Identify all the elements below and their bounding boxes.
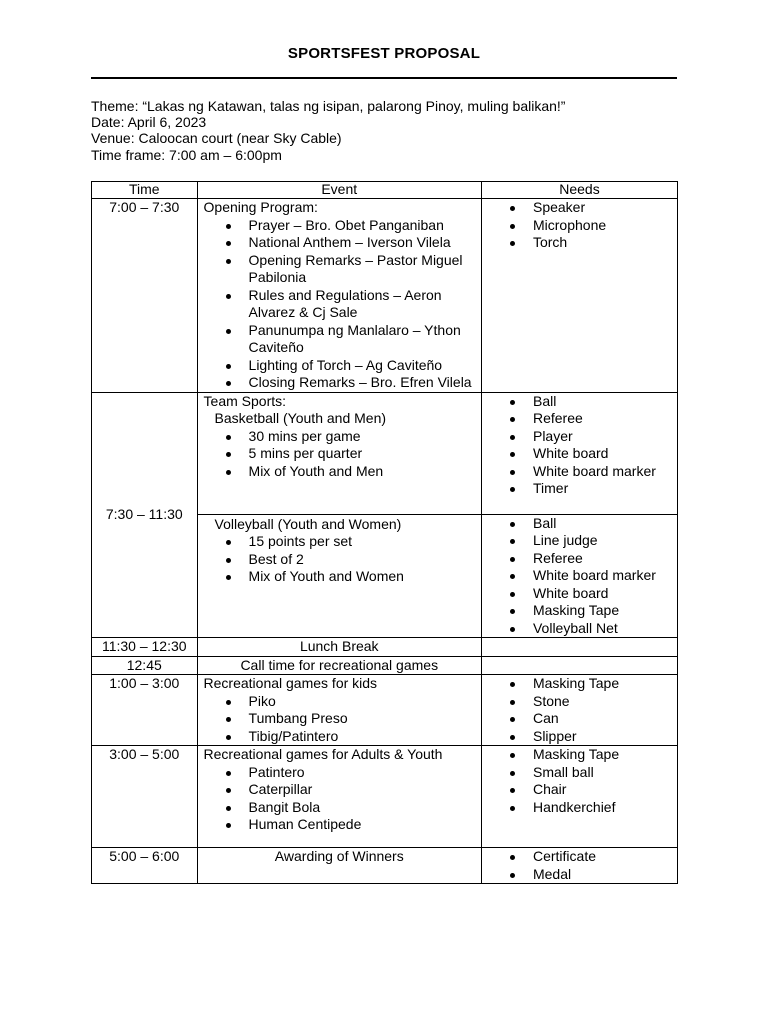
list-item: National Anthem – Iverson Vilela bbox=[198, 234, 481, 252]
event-heading: Recreational games for Adults & Youth bbox=[203, 746, 443, 762]
event-cell: Lunch Break bbox=[197, 638, 481, 657]
list-item: Piko bbox=[198, 693, 481, 711]
needs-cell bbox=[481, 514, 677, 638]
date-line: Date: April 6, 2023 bbox=[91, 114, 207, 131]
needs-list bbox=[482, 515, 677, 638]
event-cell bbox=[197, 199, 481, 393]
event-heading: Opening Program: bbox=[203, 199, 318, 215]
table-row bbox=[92, 638, 678, 657]
needs-cell bbox=[481, 848, 677, 884]
list-item: Certificate bbox=[482, 848, 677, 866]
event-cell bbox=[197, 675, 481, 746]
list-item: Opening Remarks – Pastor Miguel Pabilonia bbox=[198, 252, 481, 287]
event-cell bbox=[197, 746, 481, 848]
needs-list bbox=[482, 393, 677, 498]
event-list bbox=[198, 428, 481, 481]
venue-line: Venue: Caloocan court (near Sky Cable) bbox=[91, 130, 342, 147]
list-item: Lighting of Torch – Ag Caviteño bbox=[198, 357, 481, 375]
event-list bbox=[198, 217, 481, 392]
event-cell: Awarding of Winners bbox=[197, 848, 481, 884]
list-item: Patintero bbox=[198, 764, 481, 782]
needs-cell bbox=[481, 392, 677, 514]
event-cell: Call time for recreational games bbox=[197, 656, 481, 675]
list-item: Slipper bbox=[482, 728, 677, 746]
list-item: Microphone bbox=[482, 217, 677, 235]
event-subheading: Volleyball (Youth and Women) bbox=[214, 515, 402, 532]
time-cell: 12:45 bbox=[92, 656, 198, 675]
table-row bbox=[92, 746, 678, 848]
list-item: Mix of Youth and Women bbox=[198, 568, 481, 586]
needs-cell bbox=[481, 675, 677, 746]
list-item: Speaker bbox=[482, 199, 677, 217]
time-cell: 3:00 – 5:00 bbox=[92, 746, 198, 848]
event-cell bbox=[197, 514, 481, 638]
list-item: White board bbox=[482, 445, 677, 463]
list-item: Tumbang Preso bbox=[198, 710, 481, 728]
list-item: Best of 2 bbox=[198, 551, 481, 569]
needs-cell bbox=[481, 656, 677, 675]
needs-list bbox=[482, 675, 677, 745]
header-needs: Needs bbox=[481, 182, 677, 199]
needs-cell bbox=[481, 199, 677, 393]
timeframe-line: Time frame: 7:00 am – 6:00pm bbox=[91, 146, 282, 163]
time-cell: 5:00 – 6:00 bbox=[92, 848, 198, 884]
list-item: Ball bbox=[482, 515, 677, 533]
time-cell: 11:30 – 12:30 bbox=[92, 638, 198, 657]
list-item: Caterpillar bbox=[198, 781, 481, 799]
needs-list bbox=[482, 848, 677, 883]
table-row bbox=[92, 199, 678, 393]
needs-cell bbox=[481, 638, 677, 657]
list-item: Masking Tape bbox=[482, 746, 677, 764]
table-row bbox=[92, 848, 678, 884]
event-list bbox=[198, 764, 481, 834]
document-title: SPORTSFEST PROPOSAL bbox=[287, 45, 481, 62]
list-item: Human Centipede bbox=[198, 816, 481, 834]
list-item: Medal bbox=[482, 866, 677, 884]
list-item: Prayer – Bro. Obet Panganiban bbox=[198, 217, 481, 235]
list-item: 5 mins per quarter bbox=[198, 445, 481, 463]
table-row bbox=[92, 656, 678, 675]
list-item: Timer bbox=[482, 480, 677, 498]
list-item: Ball bbox=[482, 393, 677, 411]
theme-line: Theme: “Lakas ng Katawan, talas ng isipan, palarong Pinoy, muling balikan!” bbox=[91, 98, 566, 114]
list-item: Panunumpa ng Manlalaro – Ython Caviteño bbox=[198, 322, 481, 357]
time-cell: 1:00 – 3:00 bbox=[92, 675, 198, 746]
list-item: 15 points per set bbox=[198, 533, 481, 551]
list-item: Handkerchief bbox=[482, 799, 677, 817]
needs-cell bbox=[481, 746, 677, 848]
list-item: White board bbox=[482, 585, 677, 603]
list-item: Volleyball Net bbox=[482, 620, 677, 638]
event-subheading: Basketball (Youth and Men) bbox=[214, 410, 387, 426]
header-time: Time bbox=[92, 182, 198, 199]
event-list bbox=[198, 533, 481, 586]
list-item: Chair bbox=[482, 781, 677, 799]
time-cell: 7:30 – 11:30 bbox=[92, 392, 198, 638]
list-item: Torch bbox=[482, 234, 677, 252]
list-item: 30 mins per game bbox=[198, 428, 481, 446]
list-item: Closing Remarks – Bro. Efren Vilela bbox=[198, 374, 481, 392]
table-header-row bbox=[92, 182, 678, 199]
needs-list bbox=[482, 746, 677, 816]
table-row bbox=[92, 392, 678, 514]
list-item: Referee bbox=[482, 410, 677, 428]
table-row bbox=[92, 675, 678, 746]
list-item: Small ball bbox=[482, 764, 677, 782]
list-item: Mix of Youth and Men bbox=[198, 463, 481, 481]
list-item: Masking Tape bbox=[482, 675, 677, 693]
list-item: Can bbox=[482, 710, 677, 728]
list-item: Tibig/Patintero bbox=[198, 728, 481, 746]
list-item: Line judge bbox=[482, 532, 677, 550]
list-item: White board marker bbox=[482, 567, 677, 585]
list-item: Bangit Bola bbox=[198, 799, 481, 817]
time-cell: 7:00 – 7:30 bbox=[92, 199, 198, 393]
list-item: White board marker bbox=[482, 463, 677, 481]
list-item: Referee bbox=[482, 550, 677, 568]
header-event: Event bbox=[197, 182, 481, 199]
event-list bbox=[198, 693, 481, 746]
title-underline bbox=[91, 77, 677, 79]
schedule-table bbox=[91, 181, 678, 884]
event-heading: Recreational games for kids bbox=[203, 675, 378, 691]
list-item: Rules and Regulations – Aeron Alvarez & Cj Sale bbox=[198, 287, 481, 322]
event-cell bbox=[197, 392, 481, 514]
event-heading: Team Sports: bbox=[203, 392, 287, 409]
list-item: Player bbox=[482, 428, 677, 446]
needs-list bbox=[482, 199, 677, 252]
list-item: Stone bbox=[482, 693, 677, 711]
list-item: Masking Tape bbox=[482, 602, 677, 620]
proposal-details bbox=[91, 98, 565, 163]
